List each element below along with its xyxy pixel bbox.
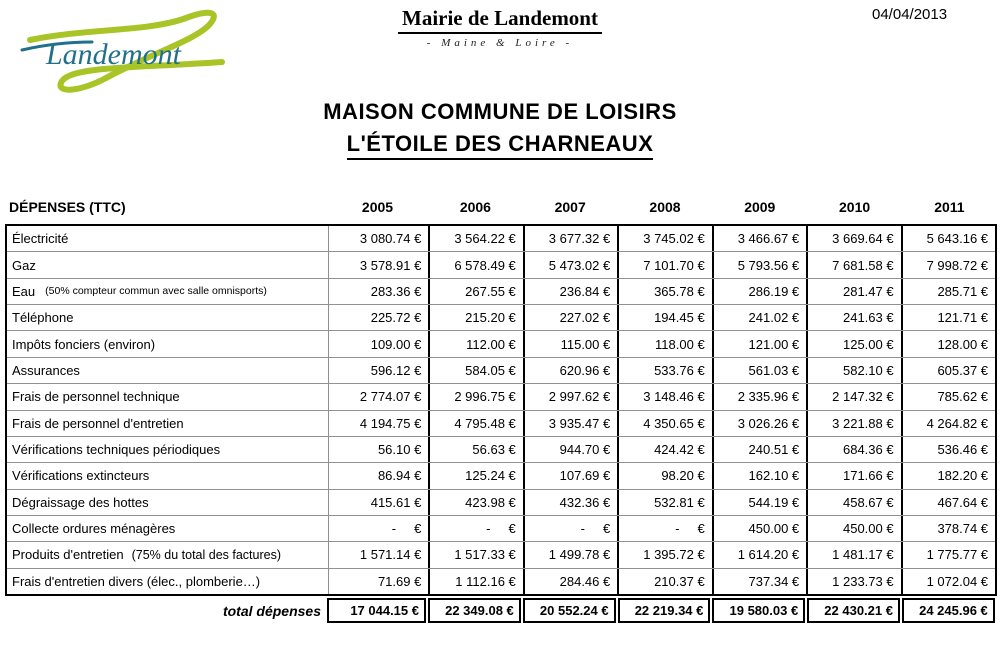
table-row bbox=[7, 516, 995, 542]
amount-cell: 3 026.26 € bbox=[712, 411, 806, 436]
amount-cell: 458.67 € bbox=[806, 490, 900, 515]
amount-cell: 4 350.65 € bbox=[617, 411, 711, 436]
amount-cell: 596.12 € bbox=[328, 358, 429, 383]
amount-cell: 3 935.47 € bbox=[523, 411, 617, 436]
amount-cell: 584.05 € bbox=[428, 358, 522, 383]
amount-cell: 115.00 € bbox=[523, 331, 617, 356]
expense-label: Vérifications techniques périodiques bbox=[12, 442, 221, 458]
table-row bbox=[7, 331, 995, 357]
landemont-logo bbox=[18, 2, 238, 94]
expense-label: Eau (50% compteur commun avec salle omnisports) bbox=[12, 283, 267, 299]
amount-cell: 544.19 € bbox=[712, 490, 806, 515]
expense-label: Téléphone bbox=[12, 310, 74, 326]
amount-cell: 56.10 € bbox=[328, 437, 429, 462]
table-row bbox=[7, 279, 995, 305]
amount-cell: 2 774.07 € bbox=[328, 384, 429, 409]
amount-cell: 112.00 € bbox=[428, 331, 522, 356]
total-amount-box: 20 552.24 € bbox=[523, 598, 616, 623]
amount-cell: 1 517.33 € bbox=[428, 542, 522, 567]
amount-cell: 7 101.70 € bbox=[617, 252, 711, 277]
org-header bbox=[330, 6, 670, 49]
amount-cell: 267.55 € bbox=[428, 279, 522, 304]
amount-cell: 284.46 € bbox=[523, 569, 617, 594]
amount-cell: 561.03 € bbox=[712, 358, 806, 383]
amount-cell: 2 335.96 € bbox=[712, 384, 806, 409]
amount-cell: 944.70 € bbox=[523, 437, 617, 462]
amount-cell: 6 578.49 € bbox=[428, 252, 522, 277]
logo-text: Landemont bbox=[46, 38, 181, 71]
org-name: Mairie de Landemont bbox=[398, 6, 602, 34]
amount-cell: 605.37 € bbox=[901, 358, 995, 383]
table-corner-label: DÉPENSES (TTC) bbox=[9, 199, 126, 215]
expense-label: Gaz bbox=[12, 257, 36, 273]
expense-label: Dégraissage des hottes bbox=[12, 494, 149, 510]
amount-cell: 162.10 € bbox=[712, 463, 806, 488]
table-row bbox=[7, 542, 995, 568]
year-column-header: 2011 bbox=[934, 199, 965, 215]
total-amount-box: 22 219.34 € bbox=[618, 598, 711, 623]
expense-label: Vérifications extincteurs bbox=[12, 468, 150, 484]
table-row bbox=[7, 463, 995, 489]
amount-cell: 2 996.75 € bbox=[428, 384, 522, 409]
table-row bbox=[7, 252, 995, 278]
amount-cell: 182.20 € bbox=[901, 463, 995, 488]
amount-cell: 3 148.46 € bbox=[617, 384, 711, 409]
amount-cell: 3 221.88 € bbox=[806, 411, 900, 436]
table-row bbox=[7, 384, 995, 410]
total-amount-box: 24 245.96 € bbox=[902, 598, 995, 623]
year-column-header: 2005 bbox=[361, 199, 394, 215]
document-title bbox=[0, 99, 1000, 160]
total-row bbox=[5, 598, 997, 623]
amount-cell: 107.69 € bbox=[523, 463, 617, 488]
amount-cell: 283.36 € bbox=[328, 279, 429, 304]
amount-cell: 2 147.32 € bbox=[806, 384, 900, 409]
title-line2: L'ÉTOILE DES CHARNEAUX bbox=[0, 131, 1000, 160]
amount-cell: 227.02 € bbox=[523, 305, 617, 330]
table-row bbox=[7, 305, 995, 331]
amount-cell: 225.72 € bbox=[328, 305, 429, 330]
amount-cell: 215.20 € bbox=[428, 305, 522, 330]
amount-cell: 240.51 € bbox=[712, 437, 806, 462]
amount-cell: 1 233.73 € bbox=[806, 569, 900, 594]
year-header-row bbox=[5, 196, 997, 218]
total-amount-box: 17 044.15 € bbox=[327, 598, 426, 623]
amount-cell: 1 614.20 € bbox=[712, 542, 806, 567]
org-subtitle: - Maine & Loire - bbox=[426, 37, 574, 49]
year-column-header: 2006 bbox=[459, 199, 491, 215]
total-amount-box: 22 349.08 € bbox=[428, 598, 521, 623]
amount-cell: 109.00 € bbox=[328, 331, 429, 356]
expense-label: Assurances bbox=[12, 362, 80, 378]
amount-cell: 241.63 € bbox=[806, 305, 900, 330]
expense-label: Frais d'entretien divers (élec., plomberie…) bbox=[12, 573, 261, 589]
amount-cell: 98.20 € bbox=[617, 463, 711, 488]
amount-cell: 71.69 € bbox=[328, 569, 429, 594]
amount-cell: 236.84 € bbox=[523, 279, 617, 304]
amount-cell: - € bbox=[428, 516, 522, 541]
expense-label-note: (75% du total des factures) bbox=[131, 547, 281, 562]
amount-cell: 118.00 € bbox=[617, 331, 711, 356]
table-row bbox=[7, 358, 995, 384]
expenses-table-body bbox=[5, 224, 997, 596]
amount-cell: 785.62 € bbox=[901, 384, 995, 409]
amount-cell: 121.00 € bbox=[712, 331, 806, 356]
amount-cell: - € bbox=[617, 516, 711, 541]
expense-label: Électricité bbox=[12, 231, 69, 247]
expense-label: Produits d'entretien (75% du total des factures) bbox=[12, 547, 281, 563]
amount-cell: 210.37 € bbox=[617, 569, 711, 594]
amount-cell: 432.36 € bbox=[523, 490, 617, 515]
amount-cell: 286.19 € bbox=[712, 279, 806, 304]
amount-cell: 3 564.22 € bbox=[428, 226, 522, 251]
table-row bbox=[7, 437, 995, 463]
amount-cell: 86.94 € bbox=[328, 463, 429, 488]
amount-cell: - € bbox=[523, 516, 617, 541]
amount-cell: 2 997.62 € bbox=[523, 384, 617, 409]
amount-cell: 415.61 € bbox=[328, 490, 429, 515]
table-row bbox=[7, 411, 995, 437]
total-amount-box: 22 430.21 € bbox=[807, 598, 900, 623]
amount-cell: 620.96 € bbox=[523, 358, 617, 383]
amount-cell: 467.64 € bbox=[901, 490, 995, 515]
amount-cell: 1 571.14 € bbox=[328, 542, 429, 567]
amount-cell: 4 264.82 € bbox=[901, 411, 995, 436]
amount-cell: 125.00 € bbox=[806, 331, 900, 356]
amount-cell: 378.74 € bbox=[901, 516, 995, 541]
amount-cell: 56.63 € bbox=[428, 437, 522, 462]
amount-cell: 582.10 € bbox=[806, 358, 900, 383]
amount-cell: 450.00 € bbox=[806, 516, 900, 541]
title-line1: MAISON COMMUNE DE LOISIRS bbox=[323, 99, 677, 124]
amount-cell: 1 072.04 € bbox=[901, 569, 995, 594]
expense-label-note: (50% compteur commun avec salle omnisports) bbox=[45, 285, 267, 298]
logo-flourish-icon bbox=[18, 2, 238, 94]
amount-cell: 3 080.74 € bbox=[328, 226, 429, 251]
amount-cell: 1 112.16 € bbox=[428, 569, 522, 594]
amount-cell: 423.98 € bbox=[428, 490, 522, 515]
amount-cell: 121.71 € bbox=[901, 305, 995, 330]
amount-cell: 3 745.02 € bbox=[617, 226, 711, 251]
amount-cell: 128.00 € bbox=[901, 331, 995, 356]
amount-cell: 125.24 € bbox=[428, 463, 522, 488]
amount-cell: 365.78 € bbox=[617, 279, 711, 304]
amount-cell: 285.71 € bbox=[901, 279, 995, 304]
expense-label: Impôts fonciers (environ) bbox=[12, 336, 156, 352]
amount-cell: 3 669.64 € bbox=[806, 226, 900, 251]
document-date: 04/04/2013 bbox=[872, 6, 948, 23]
amount-cell: 1 481.17 € bbox=[806, 542, 900, 567]
amount-cell: 1 775.77 € bbox=[901, 542, 995, 567]
table-row bbox=[7, 490, 995, 516]
amount-cell: 3 578.91 € bbox=[328, 252, 429, 277]
year-column-header: 2007 bbox=[554, 199, 586, 215]
amount-cell: 4 795.48 € bbox=[428, 411, 522, 436]
year-column-header: 2008 bbox=[649, 199, 681, 215]
amount-cell: 7 681.58 € bbox=[806, 252, 900, 277]
amount-cell: 194.45 € bbox=[617, 305, 711, 330]
amount-cell: 536.46 € bbox=[901, 437, 995, 462]
amount-cell: 737.34 € bbox=[712, 569, 806, 594]
amount-cell: 424.42 € bbox=[617, 437, 711, 462]
amount-cell: 281.47 € bbox=[806, 279, 900, 304]
expense-label: Collecte ordures ménagères bbox=[12, 521, 176, 537]
amount-cell: 533.76 € bbox=[617, 358, 711, 383]
amount-cell: 450.00 € bbox=[712, 516, 806, 541]
expense-label: Frais de personnel technique bbox=[12, 389, 180, 405]
amount-cell: 684.36 € bbox=[806, 437, 900, 462]
amount-cell: 5 473.02 € bbox=[523, 252, 617, 277]
year-column-header: 2009 bbox=[744, 199, 776, 215]
table-row bbox=[7, 569, 995, 594]
amount-cell: 1 499.78 € bbox=[523, 542, 617, 567]
total-amount-box: 19 580.03 € bbox=[712, 598, 805, 623]
amount-cell: 532.81 € bbox=[617, 490, 711, 515]
amount-cell: 3 466.67 € bbox=[712, 226, 806, 251]
total-label: total dépenses bbox=[222, 602, 321, 619]
table-row bbox=[7, 226, 995, 252]
amount-cell: 7 998.72 € bbox=[901, 252, 995, 277]
amount-cell: 3 677.32 € bbox=[523, 226, 617, 251]
amount-cell: 5 793.56 € bbox=[712, 252, 806, 277]
expense-label: Frais de personnel d'entretien bbox=[12, 415, 184, 431]
amount-cell: 241.02 € bbox=[712, 305, 806, 330]
amount-cell: - € bbox=[328, 516, 429, 541]
amount-cell: 4 194.75 € bbox=[328, 411, 429, 436]
amount-cell: 171.66 € bbox=[806, 463, 900, 488]
amount-cell: 5 643.16 € bbox=[901, 226, 995, 251]
amount-cell: 1 395.72 € bbox=[617, 542, 711, 567]
year-column-header: 2010 bbox=[839, 199, 871, 215]
